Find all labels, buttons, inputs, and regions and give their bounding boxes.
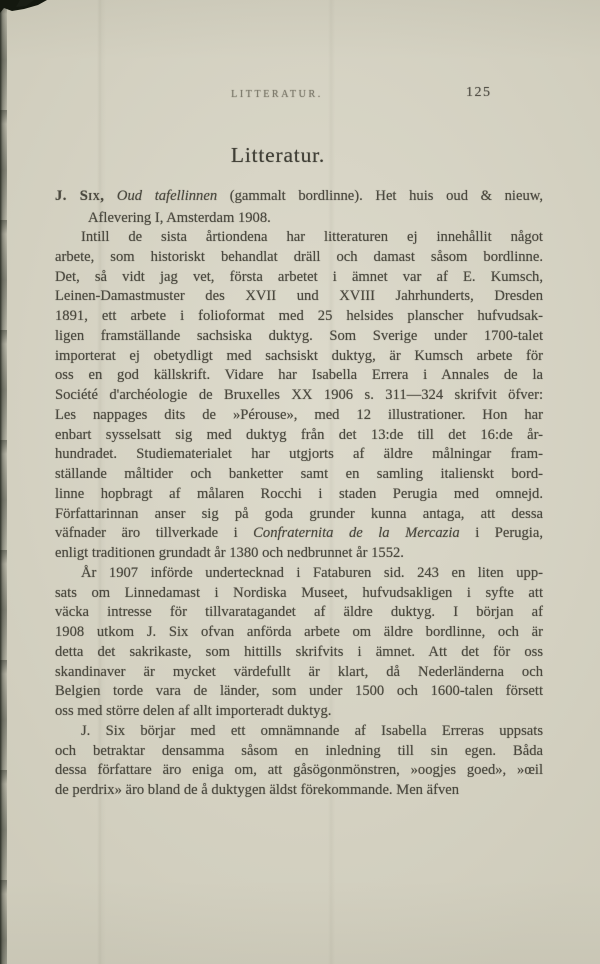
text-line [55,386,543,406]
italic-segment: Confraternita de la Mercazia [253,525,460,542]
text-segment: Det, så vidt jag vet, första arbetet i ämnet var af E. Kumsch, [55,268,543,285]
text-segment: arbete, som historiskt behandlat dräll och damast såsom bordlinne. [55,248,543,265]
text-segment: Aflevering I, Amsterdam 1908. [88,209,271,226]
text-segment: Les nappages dits de »Pérouse», med 12 illustrationer. Hon har [55,406,543,423]
text-segment: sats om Linnedamast i Nordiska Museet, hufvudsakligen i syfte att [55,584,543,601]
text-segment: skandinaver är mycket värdefullt är klart, då Nederländerna och [55,663,543,680]
text-segment: Leinen-Damastmuster des XVII und XVIII Jahrhunderts, Dresden [55,288,543,305]
text-line [55,347,543,367]
text-line [55,465,543,485]
text-line [55,722,543,742]
text-line [55,663,543,683]
text-line [55,445,543,465]
text-segment: hundradet. Studiematerialet har utgjorts af äldre målningar fram- [55,446,543,463]
text-line [55,761,543,781]
text-line [55,702,543,722]
text-line [55,603,543,623]
text-line [55,268,543,288]
text-line [55,366,543,386]
italic-segment: Oud tafellinnen [116,188,218,204]
text-segment: dessa författare äro eniga om, att gåsögonmönstren, »oogjes goed», »œil [55,762,543,779]
text-segment: importerat ej obetydligt med sachsiskt duktyg, är Kumsch arbete för [55,347,543,364]
text-line [55,406,543,426]
text-line [55,307,543,327]
text-line [55,327,543,347]
text-segment: Belgien torde vara de länder, som under 1500 och 1600-talen försett [55,683,543,700]
text-line [55,208,543,230]
text-segment: väcka intresse för tillvaratagandet af äldre duktyg. I början af [55,604,543,621]
text-line [55,186,543,208]
text-line [55,485,543,505]
text-segment: de perdrix» äro bland de å duktygen äldst förekommande. Men äfven [55,782,460,798]
text-segment: linne hopbragt af målaren Rocchi i staden Perugia med omnejd. [55,485,543,502]
text-line [55,524,543,544]
text-segment: ställande måltider och banketter samt en samling italienskt bord- [55,466,543,482]
text-line [55,248,543,268]
text-segment: År 1907 införde undertecknad i Fataburen sid. 243 en liten upp- [81,564,543,581]
text-segment: i Perugia, [459,525,543,542]
text-segment: oss med större delen af allt importeradt duktyg. [55,703,332,719]
text-line [55,544,543,564]
text-segment: och betraktar densamma såsom en inledning till sin egen. Båda [55,742,543,759]
text-segment: 1908 utkom J. Six ofvan anförda arbete om äldre bordlinne, och är [55,624,543,640]
text-segment [104,188,117,204]
text-line [55,623,543,643]
text-line [55,742,543,762]
text-segment: enbart sysselsatt sig med duktyg från det 13:de till det 16:de år- [55,426,543,443]
text-segment: ligen framställande sachsiska duktyg. Som Sverige under 1700-talet [55,327,543,344]
text-segment: J. Six börjar med ett omnämnande af Isabella Erreras uppsats [81,722,543,739]
scan-corner-blot [0,0,60,20]
author-name: J. Six, [55,188,105,204]
text-segment: detta det sakrikaste, som hittills skrifvits i ämnet. Att det för oss [55,643,543,660]
text-segment: Société d'archéologie de Bruxelles XX 1906 s. 311—324 skrifvit öfver: [55,387,543,403]
text-segment: Intill de sista årtiondena har litteraturen ej innehållit något [81,229,543,245]
text-segment: enligt traditionen grundadt år 1380 och nedbrunnet år 1552. [55,545,404,561]
text-line [55,564,543,584]
page-title: Litteratur. [230,143,326,167]
text-segment: oss en god källskrift. Vidare har Isabella Errera i Annales de la [55,367,543,384]
scan-edge-artifact [0,0,7,964]
body-text [55,228,543,801]
text-line [55,643,543,663]
text-line [55,781,543,801]
text-line [55,426,543,446]
text-line [55,287,543,307]
bibliography-entry [55,186,543,229]
text-line [55,584,543,604]
running-head: LITTERATUR. [231,89,323,100]
text-line [55,682,543,702]
text-segment: Författarinnan anser sig på goda grunder kunna antaga, att dessa [55,505,543,522]
text-segment: (gammalt bordlinne). Het huis oud & nieuw, [217,188,543,204]
text-line [55,505,543,525]
text-segment: 1891, ett arbete i folioformat med 25 helsides planscher hufvudsak- [55,308,543,324]
text-line [55,228,543,248]
page-number: 125 [466,85,492,100]
text-segment: väfnader äro tillverkade i [55,525,254,542]
